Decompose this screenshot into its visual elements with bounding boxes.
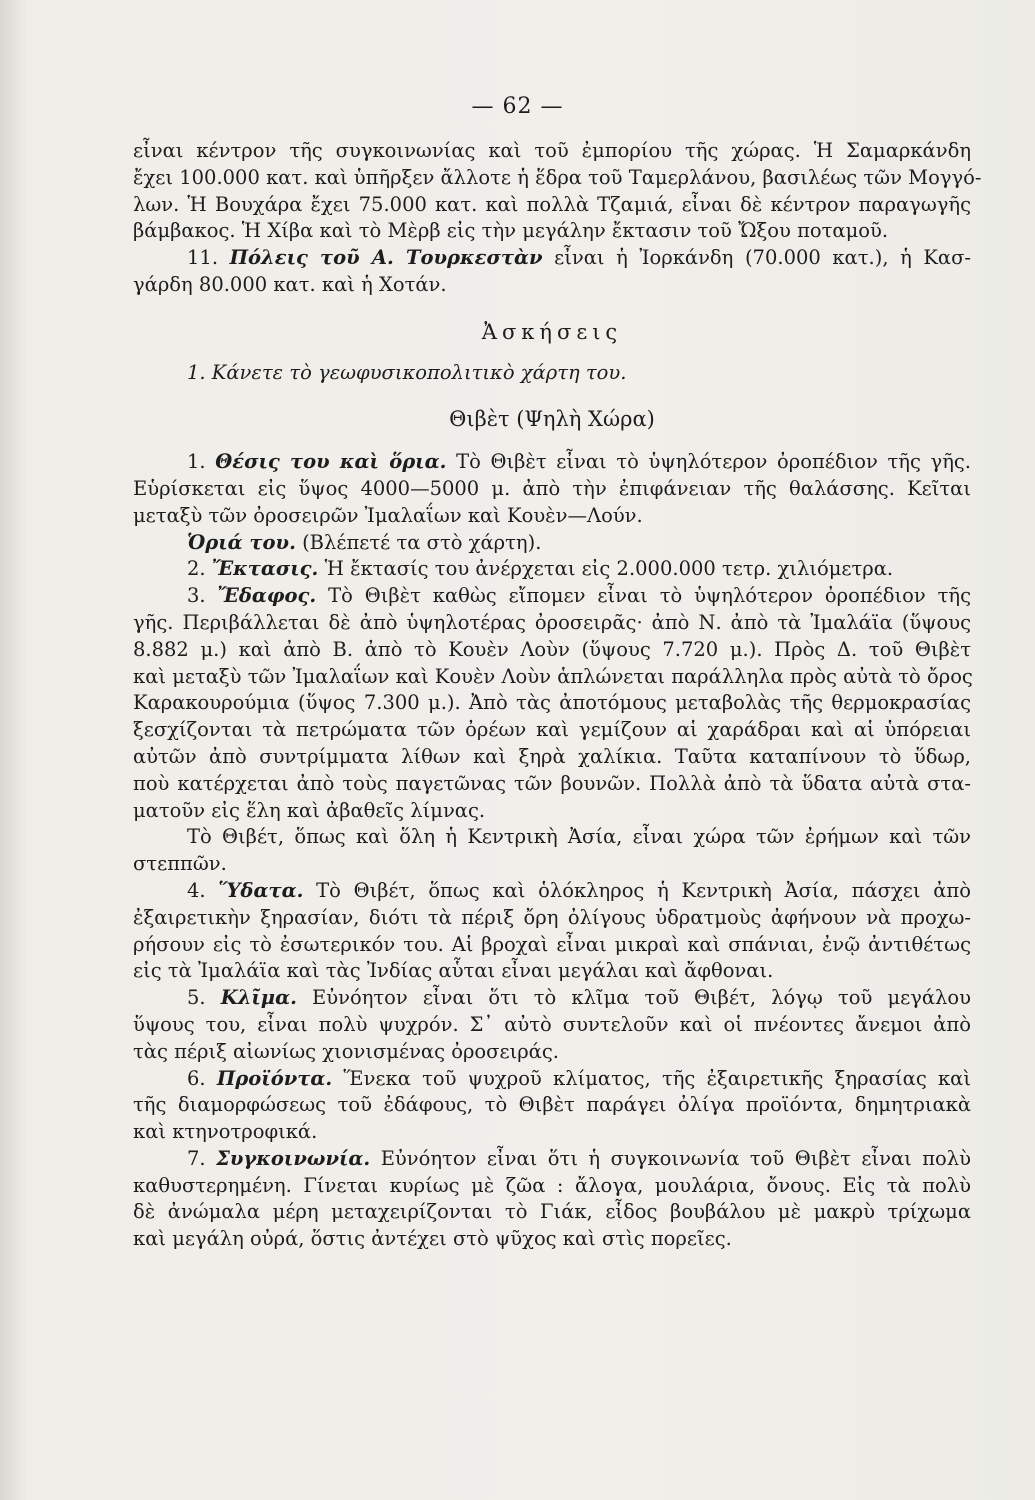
text-line: καὶ κτηνοτροφικά. (133, 1120, 318, 1144)
text-line: ξεσχίζονται τὰ πετρώματα τῶν ὀρέων καὶ γεμίζουν αἱ χαράδραι καὶ αἱ ὑπόρειαι (133, 718, 971, 742)
text-line: ποὺ κατέρχεται ἀπὸ τοὺς παγετῶνας τῶν βουνῶν. Πολλὰ ἀπὸ τὰ ὕδατα αὐτὰ στα- (133, 771, 971, 795)
text-line: ὕψους του, εἶναι πολὺ ψυχρόν. Σ᾽ αὐτὸ συντελοῦν καὶ οἱ πνέοντες ἄνεμοι ἀπὸ (133, 1012, 971, 1036)
text-line: εἶναι κέντρον τῆς συγκοινωνίας καὶ τοῦ ἐμπορίου τῆς χώρας. Ἡ Σαμαρκάνδη (133, 139, 971, 162)
text-line: μεταξὺ τῶν ὀροσειρῶν Ἰμαλαΐων καὶ Κουὲν—Λούν. (133, 503, 643, 527)
waters-heading: Ὕδατα. (218, 878, 304, 902)
communication-heading: Συγκοινωνία. (216, 1146, 371, 1170)
text-line: καθυστερημένη. Γίνεται κυρίως μὲ ζῶα : ἄλογα, μουλάρια, ὄνους. Εἰς τὰ πολὺ (133, 1173, 971, 1197)
section-6: 6. Προϊόντα. Ἕνεκα τοῦ ψυχροῦ κλίματος, τῆς ἐξαιρετικῆς ξηρασίας καὶ (187, 1066, 971, 1090)
climate-heading: Κλῖμα. (220, 986, 297, 1010)
cities-heading: Πόλεις τοῦ Α. Τουρκεστὰν (229, 246, 543, 270)
text-line: ἐξαιρετικὴν ξηρασίαν, διότι τὰ πέριξ ὄρη ὀλίγους ὑδρατμοὺς ἀφήνουν νὰ προχω- (133, 905, 971, 929)
text-line: αὐτῶν ἀπὸ συντρίμματα λίθων καὶ ξηρὰ χαλίκια. Ταῦτα καταπίνουν τὸ ὕδωρ, (133, 744, 971, 768)
section-4: 4. Ὕδατα. Τὸ Θιβέτ, ὅπως καὶ ὁλόκληρος ἡ Κεντρικὴ Ἀσία, πάσχει ἀπὸ (187, 878, 971, 902)
text-line: ἔχει 100.000 κατ. καὶ ὑπῆρξεν ἄλλοτε ἡ ἕδρα τοῦ Ταμερλάνου, βασιλέως τῶν Μογγό- (133, 165, 982, 189)
section-7: 7. Συγκοινωνία. Εὐνόητον εἶναι ὅτι ἡ συγκοινωνία τοῦ Θιβὲτ εἶναι πολὺ (187, 1146, 972, 1170)
borders-line: Ὁριά του. (Βλέπετέ τα στὸ χάρτη). (187, 530, 542, 554)
text-line: λων. Ἡ Βουχάρα ἔχει 75.000 κατ. καὶ πολλὰ Τζαμιά, εἶναι δὲ κέντρον παραγωγῆς (133, 192, 971, 216)
text-line: 8.882 μ.) καὶ ἀπὸ Β. ἀπὸ τὸ Κουὲν Λοὺν (ὕψους 7.720 μ.). Πρὸς Δ. τοῦ Θιβὲτ (133, 637, 971, 661)
text-line: εἰς τὰ Ἰμαλάϊα καὶ τὰς Ἰνδίας αὗται εἶναι μεγάλαι καὶ ἄφθοναι. (133, 959, 774, 983)
position-heading: Θέσις του καὶ ὅρια. (215, 450, 447, 474)
products-heading: Προϊόντα. (216, 1066, 333, 1090)
text-line: βάμβακος. Ἡ Χίβα καὶ τὸ Μὲρβ εἰς τὴν μεγάλην ἔκτασιν τοῦ Ὤξου ποταμοῦ. (133, 219, 889, 243)
text-line: ρήσουν εἰς τὸ ἐσωτερικόν του. Αἱ βροχαὶ εἶναι μικραὶ καὶ σπάνιαι, ἐνῷ ἀντιθέτως (133, 932, 971, 956)
text-line: Εὑρίσκεται εἰς ὕψος 4000—5000 μ. ἀπὸ τὴν ἐπιφάνειαν τῆς θαλάσσης. Κεῖται (133, 476, 971, 500)
text-line: δὲ ἀνώμαλα μέρη μεταχειρίζονται τὸ Γιάκ, εἶδος βουβάλου μὲ μακρὺ τρίχωμα (133, 1200, 971, 1224)
exercises-heading: Ἀσκήσεις (481, 319, 623, 344)
area-heading: Ἔκτασις. (211, 557, 319, 581)
page-number: — 62 — (471, 94, 564, 119)
text-line: ματοῦν εἰς ἕλη καὶ ἀβαθεῖς λίμνας. (133, 798, 486, 822)
section-5: 5. Κλῖμα. Εὐνόητον εἶναι ὅτι τὸ κλῖμα τοῦ Θιβέτ, λόγῳ τοῦ μεγάλου (187, 986, 972, 1010)
text-line: τὰς πέριξ αἰωνίως χιονισμένας ὀροσειράς. (133, 1039, 559, 1063)
section-2: 2. Ἔκτασις. Ἡ ἔκτασίς του ἀνέρχεται εἰς 2.000.000 τετρ. χιλιόμετρα. (187, 557, 894, 581)
section-3: 3. Ἔδαφος. Τὸ Θιβὲτ καθὼς εἴπομεν εἶναι τὸ ὑψηλότερον ὀροπέδιον τῆς (187, 584, 972, 608)
exercise-1: 1. Κάνετε τὸ γεωφυσικοπολιτικὸ χάρτη του. (187, 360, 627, 384)
text-line: γάρδη 80.000 κατ. καὶ ἡ Χοτάν. (133, 272, 447, 296)
section-title: Θιβὲτ (Ψηλὴ Χώρα) (449, 407, 655, 432)
text-line: Καρακουρούμια (ὕψος 7.300 μ.). Ἀπὸ τὰς ἀποτόμους μεταβολὰς τῆς θερμοκρασίας (133, 691, 971, 715)
text-line: τῆς διαμορφώσεως τοῦ ἐδάφους, τὸ Θιβὲτ παράγει ὀλίγα προϊόντα, δημητριακὰ (133, 1093, 971, 1117)
section-1: 1. Θέσις του καὶ ὅρια. Τὸ Θιβὲτ εἶναι τὸ ὑψηλότερον ὀροπέδιον τῆς γῆς. (187, 450, 971, 474)
text-line: στεππῶν. (133, 852, 227, 876)
terrain-heading: Ἔδαφος. (217, 584, 317, 608)
paragraph-11: 11. Πόλεις τοῦ Α. Τουρκεστὰν εἶναι ἡ Ἰορκάνδη (70.000 κατ.), ἡ Κασ- (187, 246, 972, 270)
borders-heading: Ὁριά του. (187, 530, 296, 554)
page-text (133, 138, 982, 1253)
text-line: καὶ μεγάλη οὐρά, ὅστις ἀντέχει στὸ ψῦχος καὶ στὶς πορεῖες. (133, 1227, 732, 1251)
text-line: Τὸ Θιβέτ, ὅπως καὶ ὅλη ἡ Κεντρικὴ Ἀσία, εἶναι χώρα τῶν ἐρήμων καὶ τῶν (187, 825, 971, 849)
text-line: γῆς. Περιβάλλεται δὲ ἀπὸ ὑψηλοτέρας ὀροσειρᾶς· ἀπὸ Ν. ἀπὸ τὰ Ἰμαλάϊα (ὕψους (133, 610, 971, 634)
text-line: καὶ μεταξὺ τῶν Ἰμαλαΐων καὶ Κουὲν Λοὺν ἁπλώνεται παράλληλα πρὸς αὐτὰ τὸ ὄρος (133, 664, 973, 688)
